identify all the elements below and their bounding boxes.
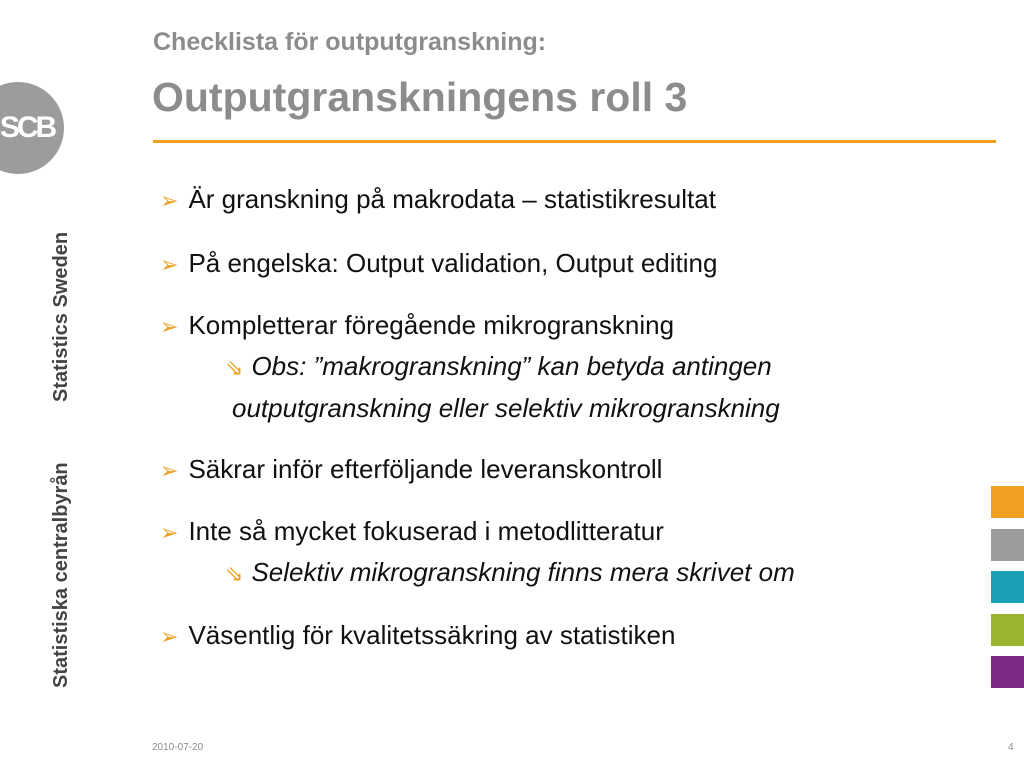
bullet-item (160, 620, 675, 651)
sub-bullet-text: Selektiv mikrogranskning finns mera skrivet om (251, 557, 795, 587)
sub-bullet-item (225, 351, 772, 382)
title-divider (153, 140, 996, 143)
slide-subtitle: Checklista för outputgranskning: (153, 28, 547, 56)
hollow-arrow-icon: ⇘ (225, 355, 244, 380)
bullet-text: Säkrar inför efterföljande leveranskontroll (188, 454, 663, 484)
arrow-bullet-icon: ➢ (160, 520, 179, 545)
org-name-swedish: Statistiska centralbyrån (50, 462, 72, 688)
arrow-bullet-icon: ➢ (160, 314, 179, 339)
arrow-bullet-icon: ➢ (160, 458, 179, 483)
arrow-bullet-icon: ➢ (160, 188, 179, 213)
scb-logo (0, 82, 64, 174)
bullet-text: Kompletterar föregående mikrogranskning (188, 310, 675, 340)
bullet-item (160, 248, 717, 279)
bullet-text: Är granskning på makrodata – statistikresultat (188, 184, 716, 214)
arrow-bullet-icon: ➢ (160, 624, 179, 649)
bullet-item (160, 516, 664, 547)
color-swatch (991, 656, 1024, 688)
bullet-item (160, 454, 662, 485)
org-name-english: Statistics Sweden (50, 231, 72, 402)
footer-date: 2010-07-20 (152, 742, 204, 753)
bullet-text: På engelska: Output validation, Output editing (188, 248, 718, 278)
color-swatch (991, 571, 1024, 603)
bullet-text: Väsentlig för kvalitetssäkring av statistiken (188, 620, 676, 650)
hollow-arrow-icon: ⇘ (225, 561, 244, 586)
bullet-text: Inte så mycket fokuserad i metodlitteratur (188, 516, 664, 546)
page-number: 4 (1008, 742, 1014, 753)
sub-bullet-item (225, 557, 795, 588)
color-swatch (991, 614, 1024, 646)
sub-bullet-text: Obs: ”makrogranskning” kan betyda antingen (251, 351, 772, 381)
arrow-bullet-icon: ➢ (160, 252, 179, 277)
color-swatch (991, 529, 1024, 561)
bullet-item (160, 310, 674, 341)
slide-title: Outputgranskningens roll 3 (152, 74, 688, 120)
logo-text: SCB (0, 111, 55, 144)
bullet-item (160, 184, 716, 215)
sub-bullet-continuation: outputgranskning eller selektiv mikrogranskning (232, 393, 780, 423)
color-swatch (991, 486, 1024, 518)
